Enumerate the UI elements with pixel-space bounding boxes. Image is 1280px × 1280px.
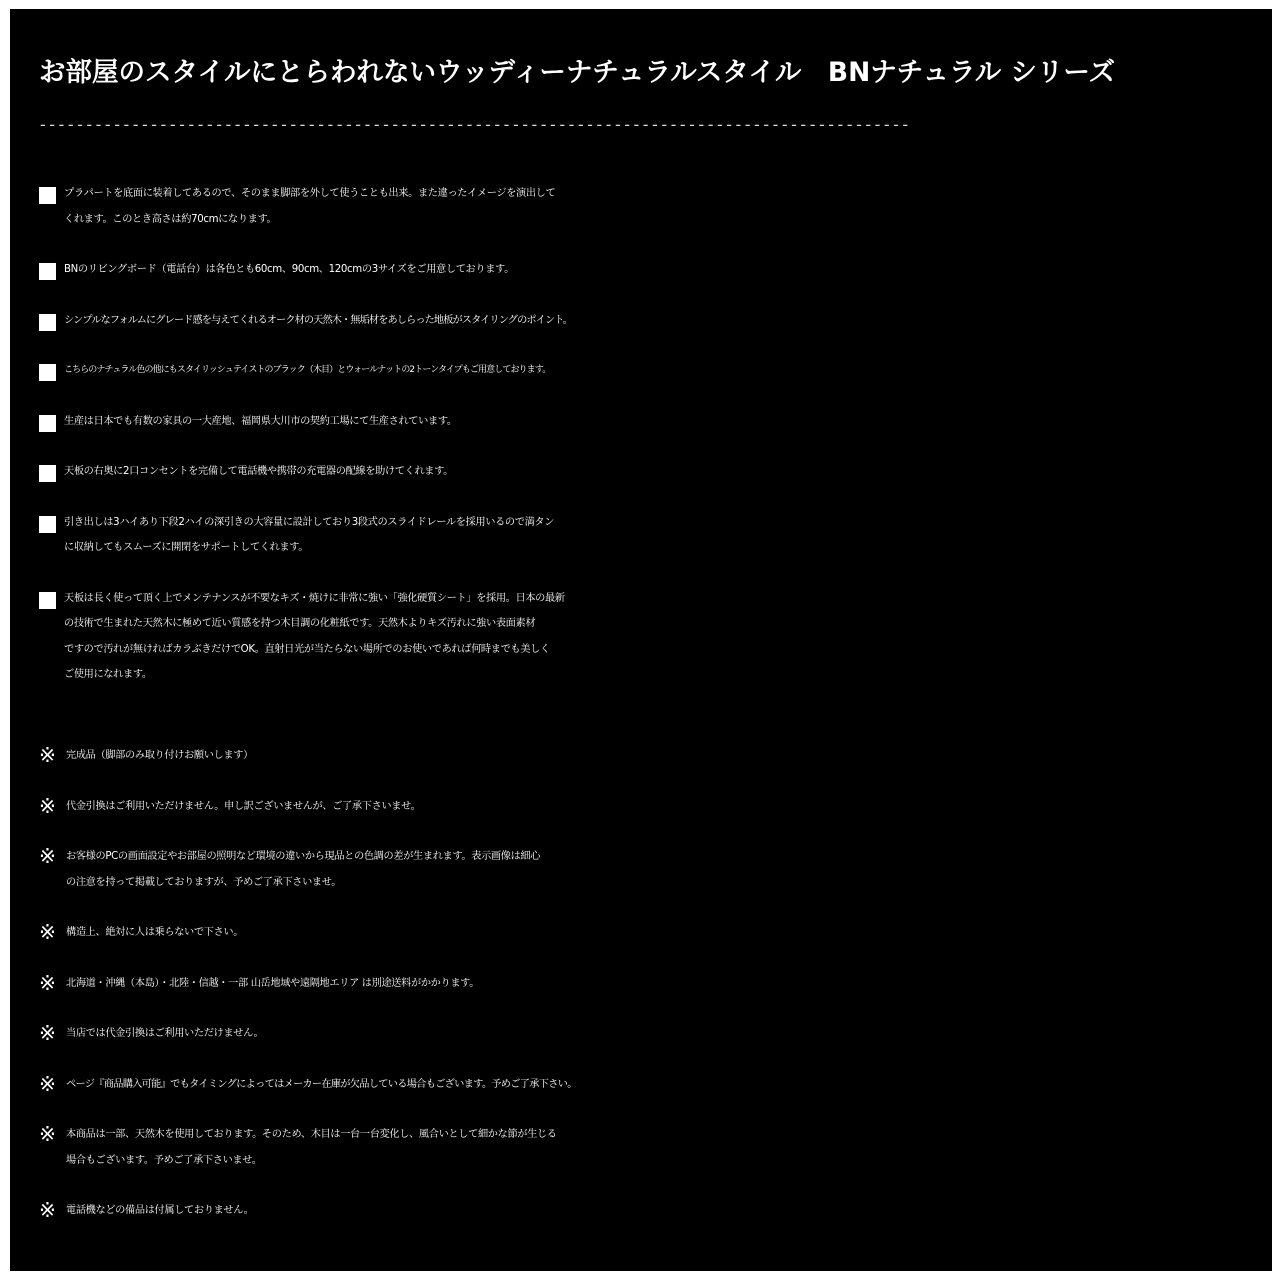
reference-mark-icon: ※ [39,793,56,818]
square-bullet-icon [39,415,56,432]
series-title: お部屋のスタイルにとらわれないウッディーナチュラルスタイル BNナチュラル シリーズ [39,57,1116,88]
reference-mark-icon: ※ [39,743,56,767]
note-text-line: 場合もございます。予めご了承下さいませ。 [66,1154,262,1166]
feature-text-line: ご使用になれます。 [64,669,152,680]
note-text-line: お客様のPCの画面設定やお部屋の照明など環境の違いから現品との色調の差が生まれます。表示画像は細心 [66,851,541,862]
feature-text-line: くれます。このとき高さは約70cmになります。 [64,213,277,225]
note-item [39,1198,1267,1224]
note-item [39,794,1267,820]
feature-text-line: 天板は長く使って頂く上でメンテナンスが不要なキズ・焼けに非常に強い「強化硬質シート」を採用。日本の最新 [64,592,565,604]
note-text-line: 当店では代金引換はご利用いただけません。 [66,1028,264,1039]
note-item [39,1122,1267,1173]
feature-text-line: に収納してもスムーズに開閉をサポートしてくれます。 [64,542,309,553]
note-text-line: 完成品（脚部のみ取り付けお願いします） [66,750,253,761]
feature-item [39,308,1267,334]
note-text-line: 本商品は一部、天然木を使用しております。そのため、木目は一台一台変化し、風合いとして細かな節が生じる [66,1129,557,1140]
product-description-panel [10,9,1272,1271]
square-bullet-icon [39,465,56,482]
note-item [39,1072,1267,1098]
square-bullet-icon [39,314,56,331]
feature-text-line: こちらのナチュラル色の他にもスタイリッシュテイストのブラック（木目）とウォールナットの2トーンタイプもご用意しております。 [64,365,551,375]
feature-item [39,510,1267,561]
feature-text-line: の技術で生まれた天然木に極めて近い質感を持つ木目調の化粧紙です。天然木よりキズ汚れに強い表面素材 [64,618,536,629]
feature-text-line: シンプルなフォルムにグレード感を与えてくれるオーク材の天然木・無垢材をあしらった地板がスタイリングのポイント。 [64,314,572,326]
feature-text-line: ですので汚れが無ければカラぶきだけでOK。直射日光が当たらない場所でのお使いであれば何時までも美しく [64,643,550,655]
square-bullet-icon [39,516,56,533]
note-item [39,844,1267,895]
dashed-divider: ---------------------------------------------------------------------------------------------- [40,115,912,134]
feature-item [39,257,1267,283]
reference-mark-icon: ※ [39,1071,56,1096]
square-bullet-icon [39,187,56,204]
feature-text-line: BNのリビングボード（電話台）は各色とも60cm、90cm、120cmの3サイズをご用意しております。 [64,264,514,275]
note-item [39,1021,1267,1047]
feature-text-line: プラパートを底面に装着してあるので、そのまま脚部を外して使うことも出来。また違ったイメージを演出して [64,188,556,199]
note-text-line: ページ『商品購入可能』でもタイミングによってはメーカー在庫が欠品している場合もございます。予めご了承下さい。 [66,1078,577,1090]
note-text-line: の注意を持って掲載しておりますが、予めご了承下さいませ。 [66,876,342,888]
feature-item [39,358,1267,384]
note-item [39,971,1267,997]
note-item [39,743,1267,769]
note-item [39,920,1267,946]
square-bullet-icon [39,592,56,609]
reference-mark-icon: ※ [39,1198,56,1222]
note-text-line: 構造上、絶対に人は乗らないで下さい。 [66,927,244,938]
note-text-line: 電話機などの備品は付属しておりません。 [66,1205,254,1216]
feature-item [39,181,1267,232]
notes-list [39,743,1267,1249]
feature-list [39,181,1267,713]
reference-mark-icon: ※ [39,844,56,868]
feature-item [39,459,1267,485]
note-text-line: 北海道・沖縄（本島）・北陸・信越・一部 山岳地域や遠隔地エリア は別途送料がかかります。 [66,977,480,989]
reference-mark-icon: ※ [39,1122,56,1146]
reference-mark-icon: ※ [39,1021,56,1045]
note-text-line: 代金引換はご利用いただけません。申し訳ございませんが、ご了承下さいませ。 [66,800,421,812]
reference-mark-icon: ※ [39,920,56,944]
square-bullet-icon [39,364,56,381]
feature-text-line: 引き出しは3ハイあり下段2ハイの深引きの大容量に設計しており3段式のスライドレールを採用いるので満タン [64,516,555,528]
feature-item [39,586,1267,688]
reference-mark-icon: ※ [39,970,56,995]
feature-item [39,409,1267,435]
square-bullet-icon [39,263,56,280]
feature-text-line: 天板の右奥に2口コンセントを完備して電話機や携帯の充電器の配線を助けてくれます。 [64,466,453,477]
feature-text-line: 生産は日本でも有数の家具の一大産地、福岡県大川市の契約工場にて生産されています。 [64,415,457,427]
